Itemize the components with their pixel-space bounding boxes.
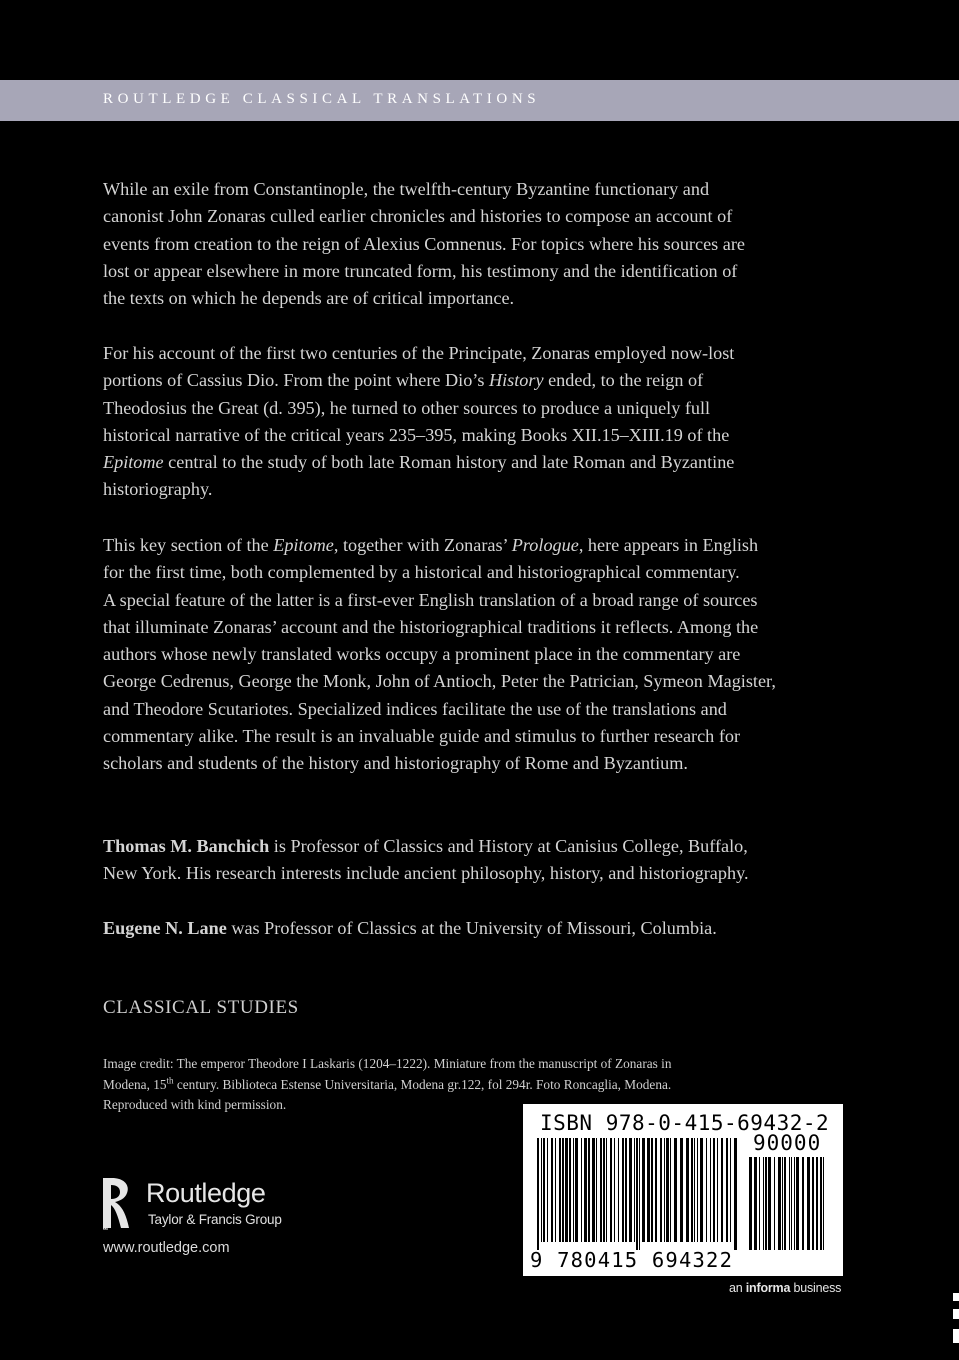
description-paragraph-1 [103, 176, 878, 312]
subject-category: CLASSICAL STUDIES [103, 997, 299, 1018]
text-line: canonist John Zonaras culled earlier chronicles and histories to compose an account of [103, 206, 733, 227]
barcode-bar [588, 1138, 590, 1242]
barcode-bar [629, 1138, 632, 1242]
text-run: , here appears in English [578, 535, 759, 555]
text-run: portions of Cassius Dio. From the point where Dio’s [103, 370, 489, 391]
barcode-bar [622, 1138, 624, 1242]
barcode-bar [796, 1157, 799, 1250]
text-line [103, 367, 878, 394]
barcode-bar [606, 1138, 607, 1242]
barcode-bar [706, 1138, 707, 1242]
barcode-bar [765, 1157, 767, 1250]
barcode-bar [670, 1138, 671, 1242]
text-run: an [729, 1281, 746, 1295]
barcode-bar [691, 1138, 693, 1242]
barcode-bar [547, 1138, 548, 1242]
book-title-history: History [488, 370, 544, 391]
barcode-bar [763, 1157, 764, 1250]
author-bio-banchich [103, 833, 883, 888]
barcode-bar [710, 1138, 711, 1242]
barcode-bar [717, 1138, 718, 1242]
barcode-bar [610, 1138, 612, 1242]
barcode-bar [581, 1138, 582, 1242]
book-title-prologue: Prologue [511, 535, 579, 555]
text-line: Reproduced with kind permission. [103, 1097, 287, 1113]
text-line: that illuminate Zonaras’ account and the historiographical traditions it reflects. Among the [103, 616, 759, 637]
series-band [0, 80, 959, 121]
ean-barcode-bars [537, 1138, 737, 1250]
barcode-bar [759, 1157, 760, 1250]
barcode-bar [575, 1138, 578, 1242]
barcode-bar [559, 1138, 561, 1242]
barcode-bar [734, 1138, 737, 1250]
publisher-brand: Routledge [146, 1178, 266, 1208]
barcode-bar [569, 1138, 571, 1242]
barcode-bar [642, 1138, 645, 1242]
text-line: Theodosius the Great (d. 395), he turned to other sources to produce a uniquely full [103, 397, 711, 418]
barcode-bar [694, 1138, 695, 1242]
barcode-bar [697, 1138, 698, 1242]
barcode-bar [726, 1138, 728, 1242]
text-line [103, 1075, 823, 1096]
text-line: scholars and students of the history and historiography of Rome and Byzantium. [103, 753, 688, 774]
barcode-bar [700, 1138, 703, 1242]
barcode-bar [551, 1138, 553, 1242]
barcode-bar [794, 1157, 795, 1250]
text-line [103, 449, 878, 476]
barcode-bar [812, 1157, 814, 1250]
text-run: Modena, 15 [103, 1076, 167, 1092]
text-line: A special feature of the latter is a first-ever English translation of a broad range of sources [103, 589, 758, 610]
barcode-bar [674, 1138, 677, 1242]
text-line: the texts on which he depends are of critical importance. [103, 288, 515, 309]
text-run: central to the study of both late Roman history and late Roman and Byzantine [163, 452, 735, 473]
author-bio-lane [103, 915, 883, 942]
text-line: While an exile from Constantinople, the twelfth-century Byzantine functionary and [103, 179, 710, 199]
text-line: commentary alike. The result is an invaluable guide and stimulus to further research for [103, 726, 741, 747]
barcode-bar [791, 1157, 792, 1250]
barcode-bar [655, 1138, 657, 1242]
barcode-bar [600, 1138, 602, 1242]
barcode-bar [651, 1138, 653, 1242]
series-title: ROUTLEDGE CLASSICAL TRANSLATIONS [103, 91, 541, 107]
text-line: for the first time, both complemented by a historical and historiographical commentary. [103, 562, 740, 583]
text-line: George Cedrenus, George the Monk, John of Antioch, Peter the Patrician, Symeon Magister, [103, 671, 776, 692]
text-run: , together with Zonaras’ [333, 535, 512, 555]
publisher-group: Taylor & Francis Group [148, 1212, 282, 1227]
barcode-bar [584, 1138, 587, 1242]
text-line [103, 532, 878, 559]
text-run: was Professor of Classics at the University of Missouri, Columbia. [226, 918, 717, 938]
text-line: lost or appear elsewhere in more truncated form, his testimony and the identification of [103, 260, 738, 281]
routledge-r-icon [100, 1176, 132, 1232]
informa-tagline [729, 1281, 841, 1295]
barcode-bar [774, 1157, 775, 1250]
barcode-bar [565, 1138, 568, 1242]
author-name: Thomas M. Banchich [103, 836, 270, 856]
text-line: and Theodore Scutariotes. Specialized indices facilitate the use of the translations and [103, 698, 727, 719]
barcode-bar [541, 1138, 542, 1242]
barcode-bar [636, 1138, 638, 1250]
barcode-bar [664, 1138, 665, 1242]
barcode-bar [603, 1138, 605, 1242]
price-code: 90000 [753, 1131, 822, 1155]
barcode-bar [768, 1157, 771, 1250]
barcode-bar [749, 1157, 752, 1250]
addon-barcode-bars [749, 1157, 829, 1250]
text-run: century. Biblioteca Estense Universitaria, Modena gr.122, fol 294r. Foto Roncaglia, Modena. [173, 1076, 672, 1092]
text-line [103, 915, 883, 942]
barcode-bar [596, 1138, 597, 1242]
barcode-bar [647, 1138, 650, 1242]
barcode-bar [823, 1157, 824, 1250]
informa-word: informa [745, 1281, 791, 1295]
book-title-epitome: Epitome [103, 452, 164, 473]
publisher-website: www.routledge.com [103, 1240, 230, 1256]
text-run: ended, to the reign of [543, 370, 704, 391]
text-line: Image credit: The emperor Theodore I Laskaris (1204–1222). Miniature from the manuscript of Zonaras in [103, 1056, 672, 1071]
text-line [103, 833, 883, 860]
barcode-bar [820, 1157, 822, 1250]
barcode-bar [721, 1138, 723, 1242]
book-title-epitome: Epitome [273, 535, 334, 555]
routledge-logo [100, 1176, 300, 1236]
text-line: events from creation to the reign of Alexius Comnenus. For topics where his sources are [103, 233, 745, 254]
barcode-bar [807, 1157, 810, 1250]
barcode-bar [784, 1157, 786, 1250]
barcode-bar [816, 1157, 818, 1250]
author-name: Eugene N. Lane [103, 918, 227, 938]
barcode-bar [562, 1138, 564, 1242]
text-line: New York. His research interests include ancient philosophy, history, and historiography. [103, 863, 749, 884]
barcode-bar [634, 1138, 635, 1242]
text-line: authors whose newly translated works occupy a prominent place in the commentary are [103, 644, 741, 665]
barcode-bar [802, 1157, 804, 1250]
barcode-bar [618, 1138, 619, 1242]
edge-crop-marks [953, 1293, 959, 1353]
description-paragraph-3 [103, 532, 878, 778]
barcode-bar [555, 1138, 556, 1242]
barcode-bar [778, 1157, 781, 1250]
barcode-bar [730, 1138, 731, 1242]
text-run: This key section of the [103, 535, 274, 555]
text-line: historiography. [103, 479, 213, 500]
vertical-brand-mark: ROUTLEDGE [103, 1186, 110, 1230]
barcode-bar [625, 1138, 627, 1242]
barcode-bar [666, 1138, 669, 1242]
barcode-bar [660, 1138, 662, 1242]
barcode-bar [543, 1138, 545, 1242]
isbn-barcode [523, 1104, 843, 1276]
barcode-bar [754, 1157, 757, 1250]
barcode-bar [592, 1138, 595, 1242]
superscript: th [166, 1075, 174, 1086]
barcode-bar [680, 1138, 683, 1242]
text-run: is Professor of Classics and History at Canisius College, Buffalo, [269, 836, 748, 856]
barcode-bar [537, 1138, 539, 1250]
text-run: business [790, 1281, 842, 1295]
text-line: historical narrative of the critical years 235–395, making Books XII.15–XIII.19 of the [103, 424, 730, 445]
barcode-bar [686, 1138, 689, 1242]
isbn-number: ISBN 978-0-415-69432-2 [540, 1111, 830, 1135]
text-line: For his account of the first two centuries of the Principate, Zonaras employed now-lost [103, 343, 735, 363]
barcode-bar [573, 1138, 574, 1242]
barcode-bar [614, 1138, 615, 1242]
barcode-bar [782, 1157, 783, 1250]
barcode-bar [639, 1138, 640, 1250]
ean-digits: 9 780415 694322 [530, 1248, 734, 1272]
description-paragraph-2 [103, 340, 878, 504]
barcode-bar [789, 1157, 790, 1250]
barcode-bar [713, 1138, 715, 1242]
